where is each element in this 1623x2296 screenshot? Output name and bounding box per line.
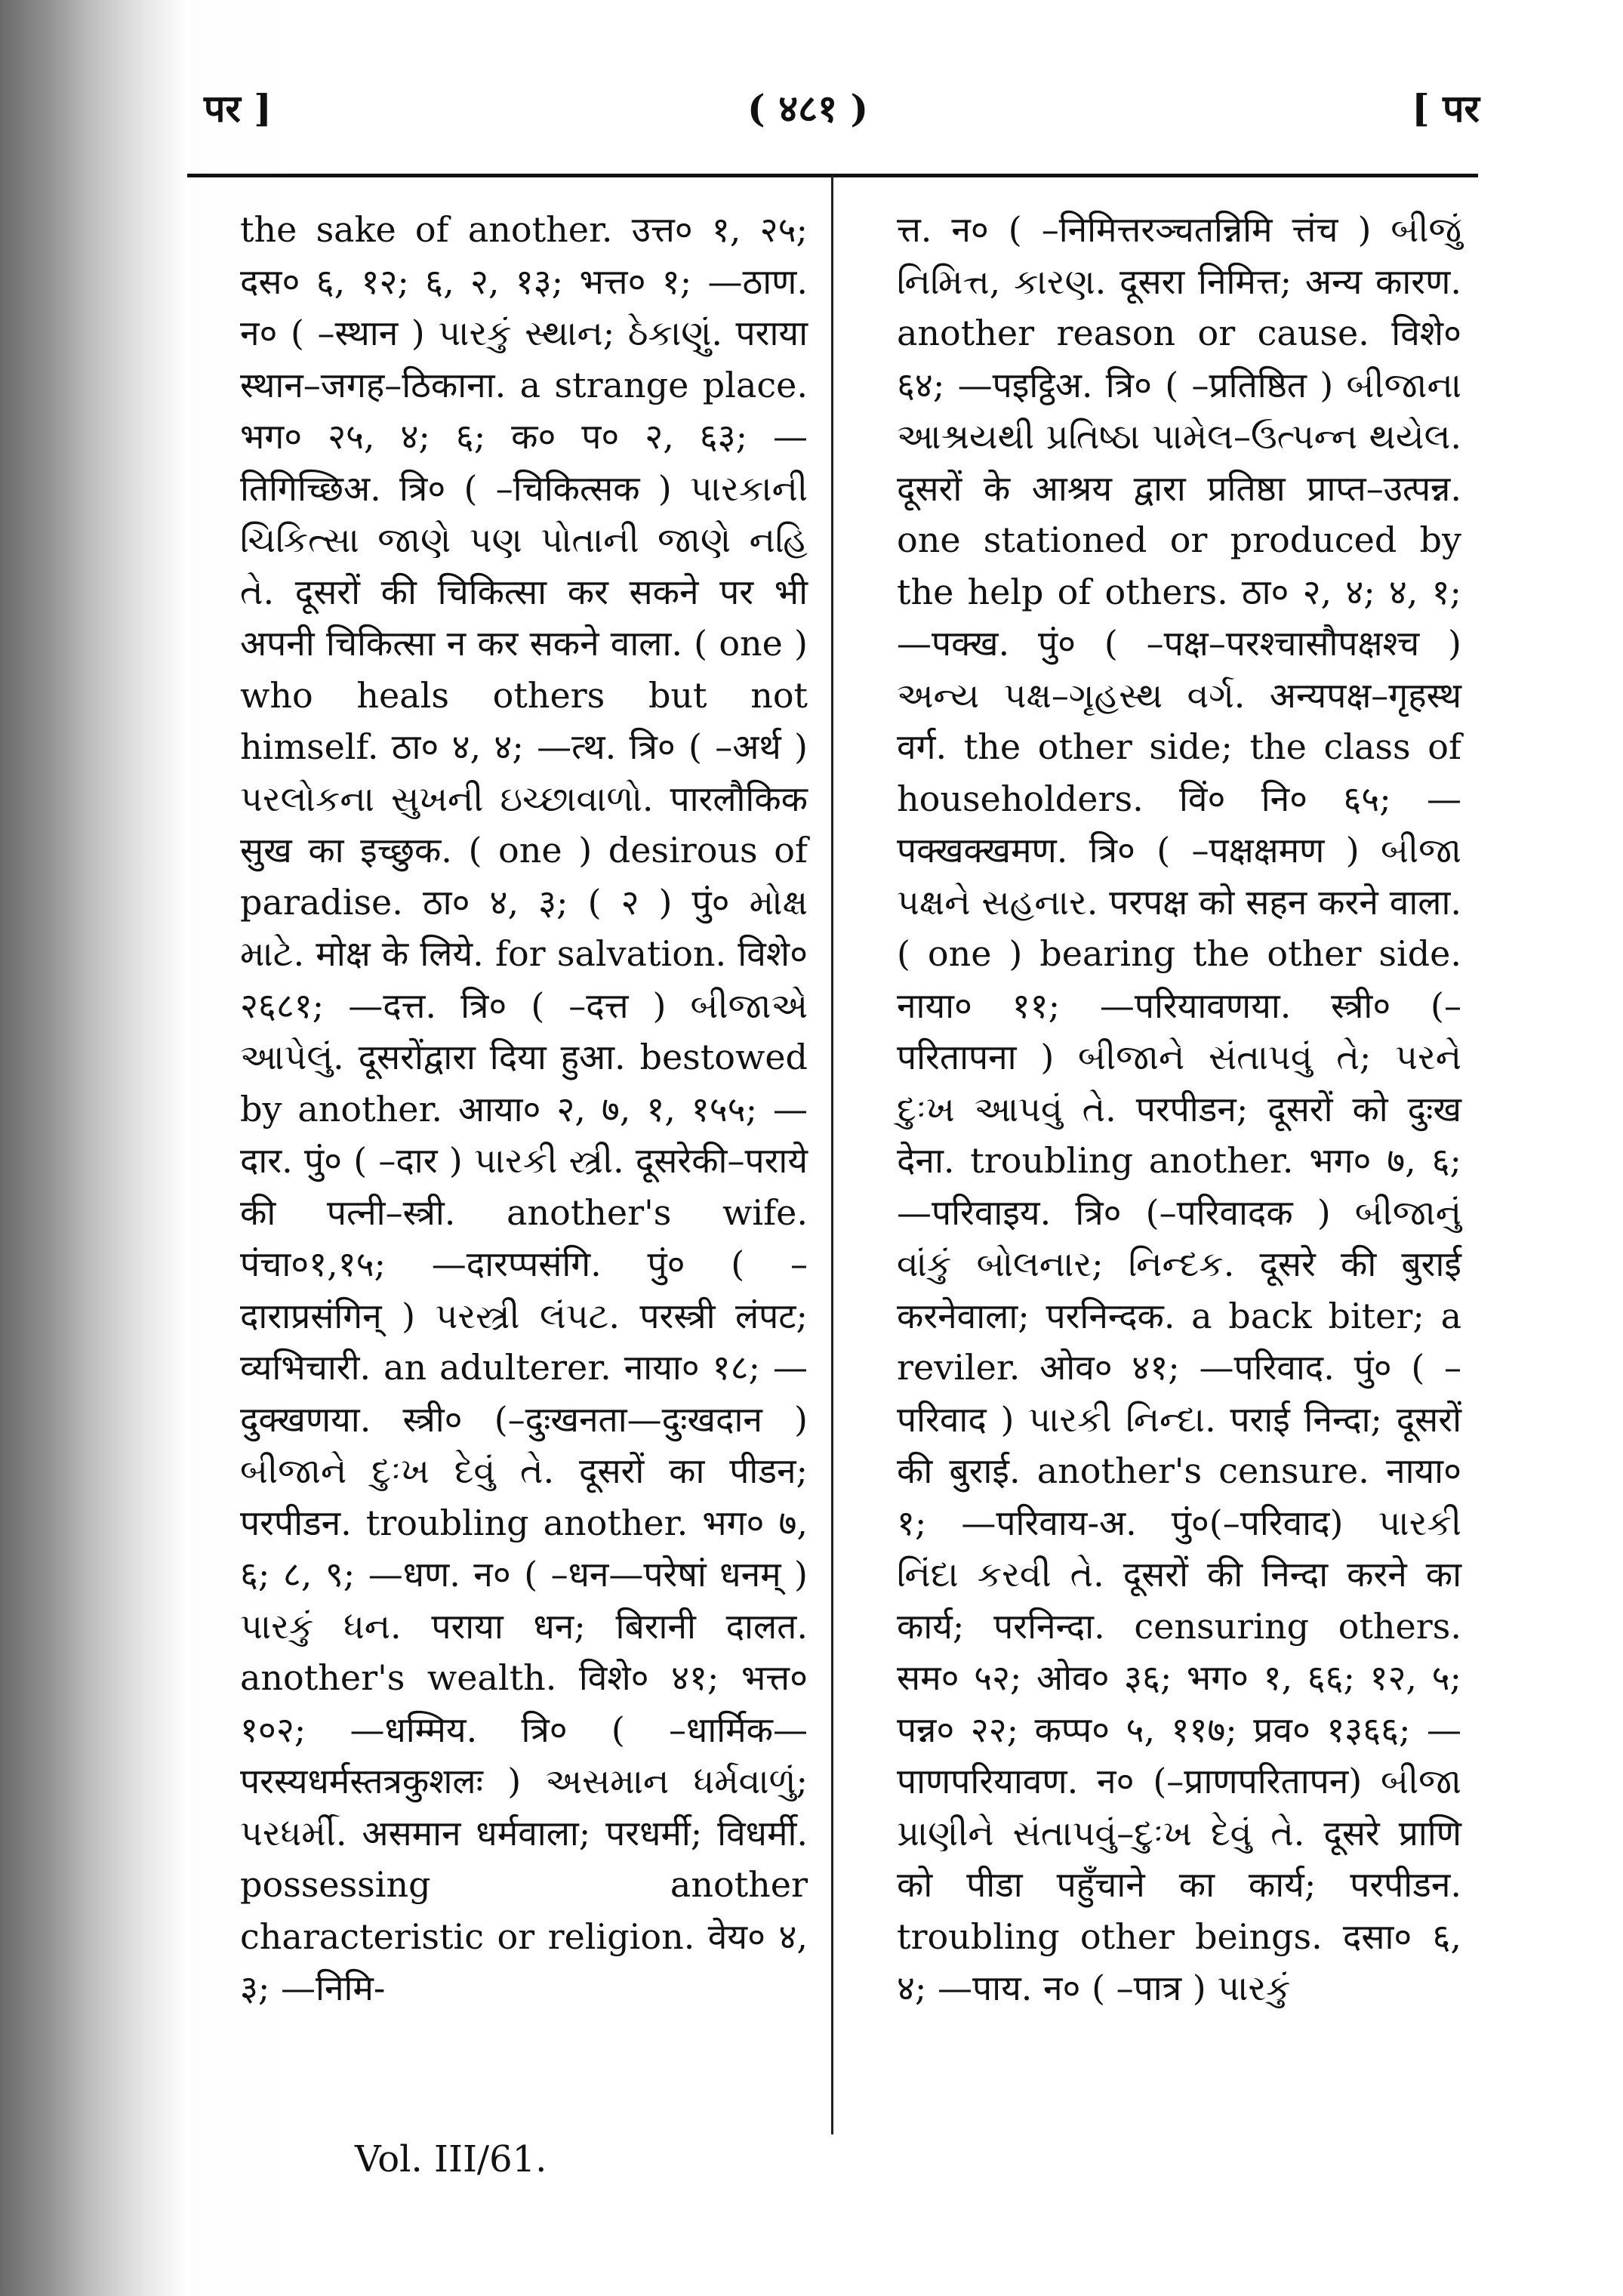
right-column-text: त्त. न० ( –निमित्तरञ्चतन्निमि त्तंच ) બીજું નિમિત્ત, કારણ. दूसरा निमित्त; अन्य कारण. another reason or cause. विशे० ६४; —पइट्ठिअ. त्रि० ( –प्रतिष्ठित ) બીજાના આશ્રયથી પ્રતિષ્ઠા પામેલ–ઉત્પન્ન થયેલ. दूसरों के आश्रय द्वारा प्रतिष्ठा प्राप्त–उत्पन्न. one stationed or produced by the help of others. ठा० २, ४; ४, १; —पक्ख. पुं० ( –पक्ष–परश्चासौपक्षश्च ) અન્ય પક્ષ–ગૃહસ્થ વર્ગ. अन्यपक्ष–गृहस्थ वर्ग. the other side; the class of householders. विं० नि० ६५; —पक्खक्खमण. त्रि० ( –पक्षक्षमण ) બીજા પક્ષને સહનાર. परपक्ष को सहन करने वाला. ( one ) bearing the other side. नाया० ११; —परियावणया. स्त्री० (–परितापना ) બીજાને સંતાપવું તે; પરને દુઃખ આપવું તે. परपीडन; दूसरों को दुःख देना. troubling another. भग० ७, ६; —परिवाइय. त्रि० (–परिवादक ) બીજાનું વાંકું બોલનાર; નિન્દક. दूसरे की बुराई करनेवाला; परनिन्दक. a back biter; a reviler. ओव० ४१; —परिवाद. पुं० ( –परिवाद ) પારકી નિન્દા. पराई निन्दा; दूसरों की बुराई. another's censure. नाया० १; —परिवाय-अ. पुं०(–परिवाद) પારકી નિંદા કરવી તે. दूसरों की निन्दा करने का कार्य; परनिन्दा. censuring others. सम० ५२; ओव० ३६; भग० १, ६६; १२, ५; पन्न० २२; कप्प० ५, ११७; प्रव० १३६६; —पाणपरियावण. न० (–प्राणपरितापन) બીજા પ્રાણીને સંતાપવું–દુઃખ દેવું તે. दूसरे प्राणि को पीडा पहुँचाने का कार्य; परपीडन. troubling other beings. दसा० ६, ४; —पाय. न० ( –पात्र ) પારકું	[897, 209, 1461, 2008]
binding-gutter-shadow	[0, 0, 189, 2296]
column-divider	[831, 175, 833, 2134]
left-column	[240, 204, 808, 2014]
header-right-guideword: [ पर	[1412, 86, 1480, 131]
left-column-text: the sake of another. उत्त० १, २५; दस० ६, १२; ६, २, १३; भत्त० १; —ठाण. न० ( –स्थान ) પારકું સ્થાન; ઠેકાણું. पराया स्थान–जगह–ठिकाना. a strange place. भग० २५, ४; ६; क० प० २, ६३; —तिगिच्छिअ. त्रि० ( –चिकित्सक ) પારકાની ચિકિત્સા જાણે પણ પોતાની જાણે નહિ તે. दूसरों की चिकित्सा कर सकने पर भी अपनी चिकित्सा न कर सकने वाला. ( one ) who heals others but not himself. ठा० ४, ४; —त्थ. त्रि० ( –अर्थ ) પરલોકના સુખની ઇચ્છાવાળો. पारलौकिक सुख का इच्छुक. ( one ) desirous of paradise. ठा० ४, ३; ( २ ) पुं० મોક્ષ માટે. मोक्ष के लिये. for salvation. विशे० २६८१; —दत्त. त्रि० ( –दत्त ) બીજાએ આપેલું. दूसरोंद्वारा दिया हुआ. bestowed by another. आया० २, ७, १, १५५; —दार. पुं० ( –दार ) પારકી સ્ત્રી. दूसरेकी–पराये की पत्नी–स्त्री. another's wife. पंचा०१,१५; —दारप्पसंगि. पुं० ( –दाराप्रसंगिन् ) પરસ્ત્રી લંપટ. परस्त्री लंपट; व्यभिचारी. an adulterer. नाया० १८; —दुक्खणया. स्त्री० (–दुःखनता—दुःखदान ) બીજાને દુઃખ દેવું તે. दूसरों का पीडन; परपीडन. troubling another. भग० ७, ६; ८, ९; —धण. न० ( –धन—परेषां धनम् ) પારકું ધન. पराया धन; बिरानी दालत. another's wealth. विशे० ४१; भत्त० १०२; —धम्मिय. त्रि० ( –धार्मिक—परस्यधर्मस्तत्रकुशलः ) અસમાન ધર્મવાળું; પરધર્મી. असमान धर्मवाला; परधर्मी; विधर्मी. possessing another characteristic or religion. वेय० ४, ३; —निमि-	[240, 209, 808, 2008]
page-header	[189, 82, 1480, 142]
right-column	[897, 204, 1461, 2014]
volume-footer: Vol. III/61.	[355, 2138, 547, 2180]
header-left-guideword: पर ]	[204, 86, 272, 131]
page-number: ( ४८१ )	[747, 86, 869, 131]
